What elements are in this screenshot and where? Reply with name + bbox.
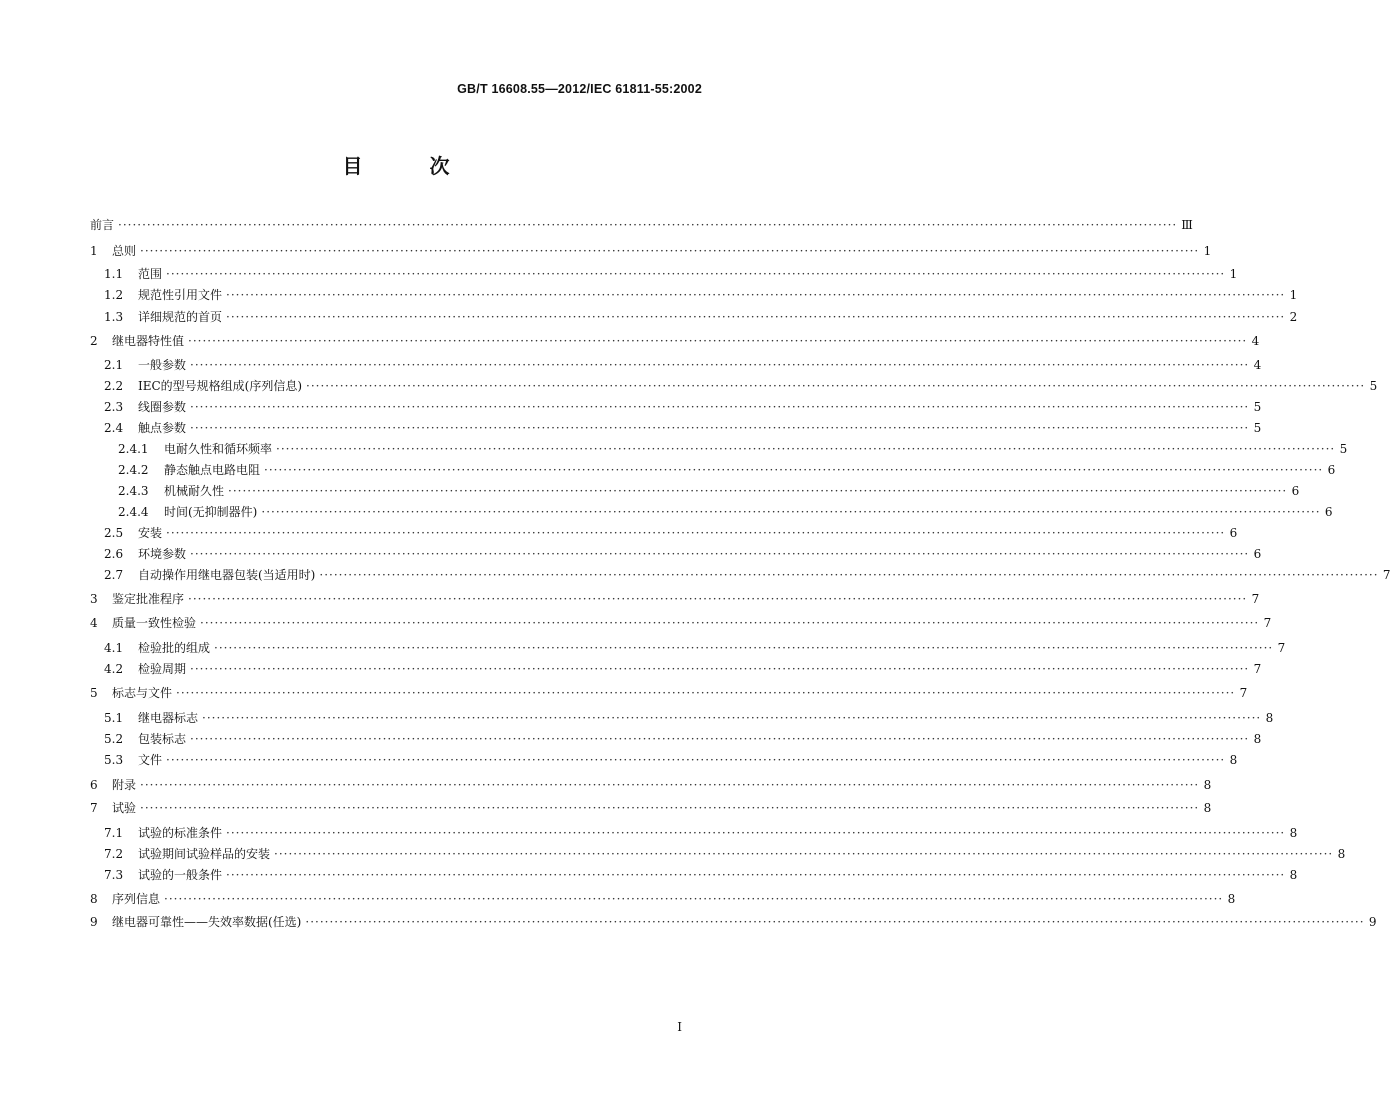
toc-entry[interactable]: [90, 333, 1260, 349]
toc-entry-page: 7: [1382, 568, 1391, 582]
toc-entry-number: 8: [90, 892, 98, 906]
toc-leader-dots: ····························································································································································································································: [166, 753, 1226, 767]
toc-entry-page: 5: [1369, 379, 1378, 393]
toc-entry-page: 8: [1337, 847, 1346, 861]
toc-entry-number: 1: [90, 244, 98, 258]
toc-entry-label: 继电器可靠性——失效率数据(任选): [112, 915, 302, 929]
toc-entry-label: 范围: [138, 267, 163, 281]
toc-leader-dots: ····························································································································································································································: [190, 421, 1250, 435]
toc-entry[interactable]: [90, 891, 1236, 907]
toc-entry-number: 2.4.2: [118, 463, 149, 477]
toc-entry[interactable]: [90, 914, 1377, 930]
toc-leader-dots: ····························································································································································································································: [190, 547, 1250, 561]
toc-entry-number: 5.2: [104, 732, 124, 746]
toc-entry-label: 触点参数: [138, 421, 187, 435]
toc-entry[interactable]: [90, 731, 1262, 747]
toc-entry-label: 试验的标准条件: [138, 826, 223, 840]
toc-entry-label: IEC的型号规格组成(序列信息): [138, 379, 303, 393]
toc-leader-dots: ····························································································································································································································: [264, 463, 1324, 477]
toc-leader-dots: ····························································································································································································································: [164, 892, 1224, 906]
toc-entry[interactable]: [90, 752, 1238, 768]
toc-leader-dots: ····························································································································································································································: [188, 334, 1248, 348]
toc-entry-number: 2.6: [104, 547, 124, 561]
toc-leader-dots: ····························································································································································································································: [226, 310, 1286, 324]
toc-entry-page: 7: [1239, 686, 1248, 700]
toc-entry-page: 6: [1327, 463, 1336, 477]
toc-entry-page: 1: [1229, 267, 1238, 281]
toc-leader-dots: ····························································································································································································································: [176, 686, 1236, 700]
toc-entry-number: 7.1: [104, 826, 124, 840]
toc-entry-label: 线圈参数: [138, 400, 187, 414]
toc-entry-label: 鉴定批准程序: [112, 592, 185, 606]
toc-entry-label: 附录: [112, 778, 137, 792]
toc-entry-page: 8: [1265, 711, 1274, 725]
toc-leader-dots: ····························································································································································································································: [190, 358, 1250, 372]
toc-entry-page: 8: [1289, 868, 1298, 882]
toc-entry[interactable]: [90, 546, 1262, 562]
toc-entry[interactable]: [90, 483, 1300, 499]
toc-entry-page: 7: [1277, 641, 1286, 655]
toc-entry[interactable]: [90, 846, 1346, 862]
toc-entry[interactable]: [90, 710, 1274, 726]
toc-entry-number: 4.2: [104, 662, 124, 676]
toc-entry[interactable]: [90, 399, 1262, 415]
toc-entry[interactable]: [90, 462, 1336, 478]
toc-leader-dots: ····························································································································································································································: [166, 267, 1226, 281]
toc-entry-number: 1.1: [104, 267, 124, 281]
toc-entry-page: 9: [1368, 915, 1377, 929]
toc-entry-page: 7: [1253, 662, 1262, 676]
toc-entry-number: 2.1: [104, 358, 124, 372]
toc-entry-number: 2.5: [104, 526, 124, 540]
toc-leader-dots: ····························································································································································································································: [305, 915, 1365, 929]
toc-leader-dots: ····························································································································································································································: [226, 826, 1286, 840]
toc-leader-dots: ····························································································································································································································: [140, 801, 1200, 815]
toc-entry-label: 包装标志: [138, 732, 187, 746]
toc-leader-dots: ····························································································································································································································: [166, 526, 1226, 540]
toc-entry-label: 序列信息: [112, 892, 161, 906]
toc-leader-dots: ····························································································································································································································: [226, 288, 1286, 302]
toc-entry-page: 6: [1324, 505, 1333, 519]
toc-entry-page: 4: [1253, 358, 1262, 372]
toc-entry-page: 6: [1291, 484, 1300, 498]
toc-entry-number: 4.1: [104, 641, 124, 655]
toc-entry-label: 时间(无抑制器件): [164, 505, 258, 519]
toc-entry-number: 6: [90, 778, 98, 792]
toc-entry-page: 4: [1251, 334, 1260, 348]
toc-leader-dots: ····························································································································································································································: [140, 778, 1200, 792]
toc-entry-label: 文件: [138, 753, 163, 767]
toc-entry-page: 8: [1253, 732, 1262, 746]
toc-entry[interactable]: [90, 378, 1378, 394]
toc-entry[interactable]: [90, 243, 1212, 259]
page-number: I: [677, 1020, 682, 1034]
toc-entry-label: 标志与文件: [112, 686, 173, 700]
toc-entry[interactable]: [90, 685, 1248, 701]
toc-entry[interactable]: [90, 266, 1238, 282]
toc-entry-number: 2.4.4: [118, 505, 149, 519]
toc-entry-label: 前言: [90, 218, 115, 232]
toc-entry-label: 继电器标志: [138, 711, 199, 725]
toc-entry-label: 安装: [138, 526, 163, 540]
toc-entry-label: 检验批的组成: [138, 641, 211, 655]
toc-entry[interactable]: [90, 825, 1298, 841]
toc-leader-dots: ····························································································································································································································: [190, 662, 1250, 676]
toc-entry-number: 2.7: [104, 568, 124, 582]
toc-leader-dots: ····························································································································································································································: [261, 505, 1321, 519]
toc-entry-number: 2.4.3: [118, 484, 149, 498]
toc-entry-page: 6: [1253, 547, 1262, 561]
toc-entry-page: 2: [1289, 310, 1298, 324]
toc-entry[interactable]: [90, 217, 1193, 233]
toc-leader-dots: ····························································································································································································································: [274, 847, 1334, 861]
toc-entry-page: 7: [1263, 616, 1272, 630]
toc-entry-label: 环境参数: [138, 547, 187, 561]
toc-entry[interactable]: [90, 504, 1333, 520]
toc-leader-dots: ····························································································································································································································: [228, 484, 1288, 498]
toc-entry[interactable]: [90, 441, 1348, 457]
toc-entry[interactable]: [90, 661, 1262, 677]
toc-entry[interactable]: [90, 777, 1212, 793]
toc-leader-dots: ····························································································································································································································: [190, 400, 1250, 414]
toc-entry-page: Ⅲ: [1181, 218, 1193, 232]
toc-entry-page: 7: [1251, 592, 1260, 606]
toc-entry-number: 5.1: [104, 711, 124, 725]
toc-entry-number: 2: [90, 334, 98, 348]
toc-entry-label: 一般参数: [138, 358, 187, 372]
page-title: 目 次: [342, 154, 480, 178]
toc-entry-number: 2.4.1: [118, 442, 149, 456]
toc-leader-dots: ····························································································································································································································: [190, 732, 1250, 746]
toc-entry[interactable]: [90, 287, 1298, 303]
toc-leader-dots: ····························································································································································································································: [202, 711, 1262, 725]
toc-leader-dots: ····························································································································································································································: [140, 244, 1200, 258]
toc-leader-dots: ····························································································································································································································: [226, 868, 1286, 882]
toc-leader-dots: ····························································································································································································································: [306, 379, 1366, 393]
toc-entry-number: 4: [90, 616, 98, 630]
toc-leader-dots: ····························································································································································································································: [118, 218, 1178, 232]
toc-entry-page: 6: [1229, 526, 1238, 540]
toc-entry-page: 8: [1289, 826, 1298, 840]
toc-entry[interactable]: [90, 640, 1286, 656]
toc-entry-label: 质量一致性检验: [112, 616, 197, 630]
toc-entry[interactable]: [90, 867, 1298, 883]
toc-entry-number: 3: [90, 592, 98, 606]
toc-entry-number: 5: [90, 686, 98, 700]
toc-entry-number: 9: [90, 915, 98, 929]
toc-entry-page: 1: [1289, 288, 1298, 302]
standard-code-header: GB/T 16608.55—2012/IEC 61811-55:2002: [457, 82, 702, 96]
toc-entry-label: 规范性引用文件: [138, 288, 223, 302]
toc-entry-page: 8: [1203, 778, 1212, 792]
toc-entry-number: 7: [90, 801, 98, 815]
toc-entry-page: 5: [1253, 421, 1262, 435]
toc-entry-page: 1: [1203, 244, 1212, 258]
toc-entry-label: 试验的一般条件: [138, 868, 223, 882]
toc-entry-label: 检验周期: [138, 662, 187, 676]
toc-entry-page: 5: [1339, 442, 1348, 456]
toc-entry[interactable]: [90, 800, 1212, 816]
toc-entry-page: 8: [1229, 753, 1238, 767]
toc-entry-label: 试验期间试验样品的安装: [138, 847, 271, 861]
toc-entry-label: 详细规范的首页: [138, 310, 223, 324]
toc-entry-number: 2.3: [104, 400, 124, 414]
toc-entry-label: 机械耐久性: [164, 484, 225, 498]
toc-entry[interactable]: [90, 615, 1272, 631]
toc-entry[interactable]: [90, 309, 1298, 325]
toc-entry[interactable]: [90, 420, 1262, 436]
toc-entry-label: 电耐久性和循环频率: [164, 442, 273, 456]
toc-entry-label: 试验: [112, 801, 137, 815]
toc-entry-page: 5: [1253, 400, 1262, 414]
toc-entry-page: 8: [1203, 801, 1212, 815]
toc-leader-dots: ····························································································································································································································: [276, 442, 1336, 456]
toc-entry-number: 7.2: [104, 847, 124, 861]
toc-leader-dots: ····························································································································································································································: [319, 568, 1379, 582]
toc-entry-label: 继电器特性值: [112, 334, 185, 348]
toc-entry[interactable]: [90, 591, 1260, 607]
toc-entry-page: 8: [1227, 892, 1236, 906]
toc-entry[interactable]: [90, 567, 1391, 583]
toc-entry-label: 静态触点电路电阻: [164, 463, 261, 477]
toc-entry-number: 7.3: [104, 868, 124, 882]
toc-entry-number: 2.4: [104, 421, 124, 435]
toc-entry-label: 总则: [112, 244, 137, 258]
toc-entry-number: 1.3: [104, 310, 124, 324]
toc-leader-dots: ····························································································································································································································: [200, 616, 1260, 630]
toc-leader-dots: ····························································································································································································································: [214, 641, 1274, 655]
toc-entry-label: 自动操作用继电器包装(当适用时): [138, 568, 316, 582]
toc-entry[interactable]: [90, 357, 1262, 373]
toc-entry[interactable]: [90, 525, 1238, 541]
toc-leader-dots: ····························································································································································································································: [188, 592, 1248, 606]
toc-entry-number: 2.2: [104, 379, 124, 393]
toc-entry-number: 1.2: [104, 288, 124, 302]
toc-entry-number: 5.3: [104, 753, 124, 767]
